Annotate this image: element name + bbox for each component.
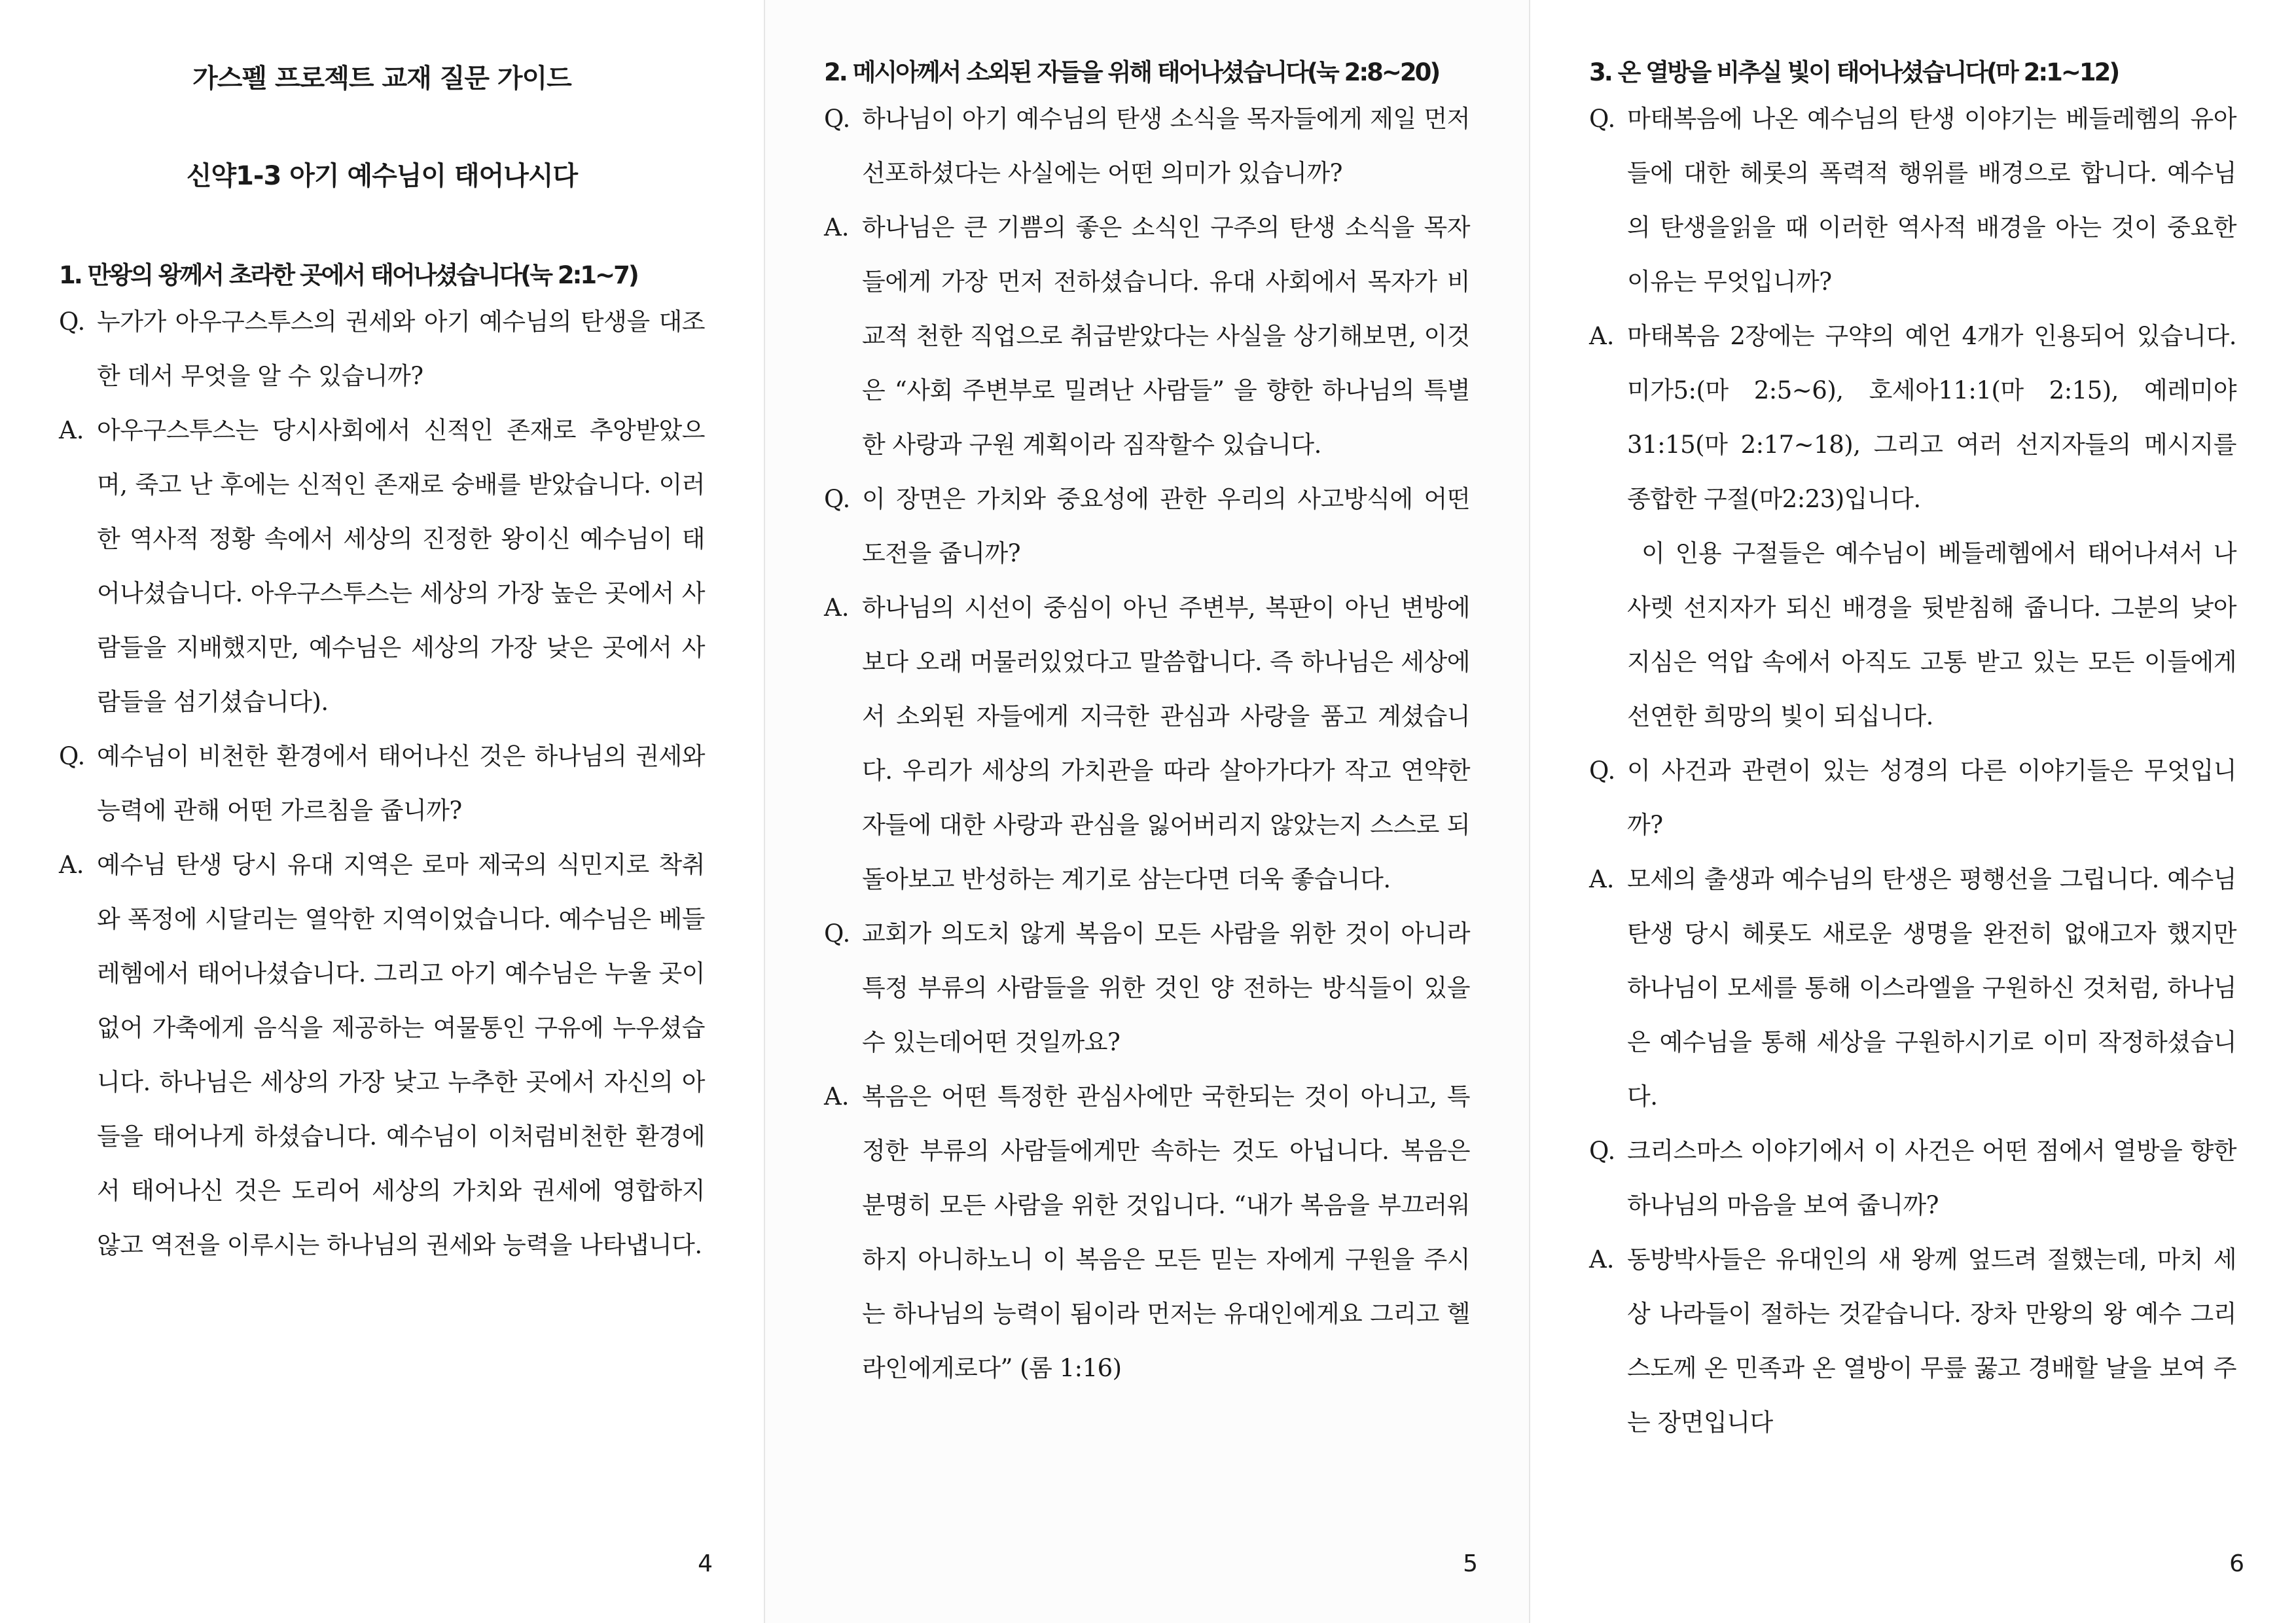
answer-block	[1589, 1232, 2236, 1450]
page-number: 4	[698, 1550, 713, 1577]
answer-text: 하나님은 큰 기쁨의 좋은 소식인 구주의 탄생 소식을 목자들에게 가장 먼저 전하셨습니다. 유대 사회에서 목자가 비교적 천한 직업으로 취급받았다는 사실을 상기해보면, 이것은 “사회 주변부로 밀려난 사람들” 을 향한 하나님의 특별한 사랑과 구원 계획이라 짐작할수 있습니다.	[862, 213, 1470, 459]
question-block	[1589, 92, 2236, 309]
question-text: 예수님이 비천한 환경에서 태어나신 것은 하나님의 권세와 능력에 관해 어떤 가르침을 줍니까?	[97, 742, 705, 825]
qa-label: A.	[59, 851, 84, 879]
question-text: 이 장면은 가치와 중요성에 관한 우리의 사고방식에 어떤 도전을 줍니까?	[862, 485, 1470, 567]
answer-text: 이 인용 구절들은 예수님이 베들레헴에서 태어나셔서 나사렛 선지자가 되신 배경을 뒷받침해 줍니다. 그분의 낮아지심은 억압 속에서 아직도 고통 받고 있는 모든 이들에게 선연한 희망의 빛이 되십니다.	[1627, 539, 2236, 730]
qa-label: A.	[824, 594, 850, 622]
question-text: 크리스마스 이야기에서 이 사건은 어떤 점에서 열방을 향한 하나님의 마음을 보여 줍니까?	[1627, 1137, 2236, 1219]
section-heading: 1. 만왕의 왕께서 초라한 곳에서 태어나셨습니다(눅 2:1~7)	[59, 261, 637, 289]
answer-text: 아우구스투스는 당시사회에서 신적인 존재로 추앙받았으며, 죽고 난 후에는 신적인 존재로 숭배를 받았습니다. 이러한 역사적 정황 속에서 세상의 진정한 왕이신 예수님이 태어나셨습니다. 아우구스투스는 세상의 가장 높은 곳에서 사람들을 지배했지만, 예수님은 세상의 가장 낮은 곳에서 사람들을 섬기셨습니다).	[97, 416, 705, 716]
question-block	[59, 729, 705, 838]
answer-text: 동방박사들은 유대인의 새 왕께 엎드려 절했는데, 마치 세상 나라들이 절하는 것같습니다. 장차 만왕의 왕 예수 그리스도께 온 민족과 온 열방이 무릎 꿇고 경배할 날을 보여 주는 장면입니다	[1627, 1245, 2236, 1436]
qa-label: Q.	[59, 308, 86, 336]
answer-block	[59, 403, 705, 729]
page-number: 5	[1463, 1550, 1478, 1577]
page-5	[765, 0, 1530, 1623]
qa-label: A.	[824, 213, 850, 241]
page-6	[1530, 0, 2295, 1623]
question-block	[59, 294, 705, 403]
page-number: 6	[2229, 1550, 2244, 1577]
section-heading: 3. 온 열방을 비추실 빛이 태어나셨습니다(마 2:1~12)	[1589, 58, 2119, 86]
question-text: 교회가 의도치 않게 복음이 모든 사람을 위한 것이 아니라 특정 부류의 사람들을 위한 것인 양 전하는 방식들이 있을 수 있는데어떤 것일까요?	[862, 919, 1470, 1056]
question-text: 하나님이 아기 예수님의 탄생 소식을 목자들에게 제일 먼저 선포하셨다는 사실에는 어떤 의미가 있습니까?	[862, 105, 1470, 187]
answer-block	[59, 838, 705, 1272]
qa-label: A.	[59, 416, 84, 444]
answer-block	[1589, 309, 2236, 743]
lesson-title: 신약1-3 아기 예수님이 태어나시다	[186, 161, 578, 191]
question-block	[824, 472, 1470, 580]
qa-label: Q.	[824, 919, 851, 948]
question-text: 마태복음에 나온 예수님의 탄생 이야기는 베들레헴의 유아들에 대한 헤롯의 폭력적 행위를 배경으로 합니다. 예수님의 탄생을읽을 때 이러한 역사적 배경을 아는 것이 중요한 이유는 무엇입니까?	[1627, 105, 2236, 296]
qa-label: Q.	[1589, 757, 1616, 785]
question-text: 누가가 아우구스투스의 권세와 아기 예수님의 탄생을 대조한 데서 무엇을 알 수 있습니까?	[97, 308, 705, 390]
qa-label: Q.	[824, 105, 851, 133]
answer-text: 예수님 탄생 당시 유대 지역은 로마 제국의 식민지로 착취와 폭정에 시달리는 열악한 지역이었습니다. 예수님은 베들레헴에서 태어나셨습니다. 그리고 아기 예수님은 누울 곳이 없어 가축에게 음식을 제공하는 여물통인 구유에 누우셨습니다. 하나님은 세상의 가장 낮고 누추한 곳에서 자신의 아들을 태어나게 하셨습니다. 예수님이 이처럼비천한 환경에서 태어나신 것은 도리어 세상의 가치와 권세에 영합하지 않고 역전을 이루시는 하나님의 권세와 능력을 나타냅니다.	[97, 851, 705, 1259]
question-block	[824, 906, 1470, 1069]
qa-label: Q.	[1589, 105, 1616, 133]
qa-label: Q.	[824, 485, 851, 513]
question-block	[1589, 1124, 2236, 1232]
question-block	[1589, 743, 2236, 852]
qa-label: Q.	[1589, 1137, 1616, 1165]
answer-text: 복음은 어떤 특정한 관심사에만 국한되는 것이 아니고, 특정한 부류의 사람들에게만 속하는 것도 아닙니다. 복음은 분명히 모든 사람을 위한 것입니다. “내가 복음을 부끄러워하지 아니하노니 이 복음은 모든 믿는 자에게 구원을 주시는 하나님의 능력이 됨이라 먼저는 유대인에게요 그리고 헬라인에게로다” (롬 1:16)	[862, 1082, 1470, 1382]
answer-text: 모세의 출생과 예수님의 탄생은 평행선을 그립니다. 예수님 탄생 당시 헤롯도 새로운 생명을 완전히 없애고자 했지만 하나님이 모세를 통해 이스라엘을 구원하신 것처럼, 하나님은 예수님을 통해 세상을 구원하시기로 이미 작정하셨습니다.	[1627, 865, 2236, 1111]
page-4	[0, 0, 765, 1623]
answer-block	[1589, 852, 2236, 1124]
document-title: 가스펠 프로젝트 교재 질문 가이드	[192, 63, 571, 94]
answer-text: 하나님의 시선이 중심이 아닌 주변부, 복판이 아닌 변방에 보다 오래 머물러있었다고 말씀합니다. 즉 하나님은 세상에서 소외된 자들에게 지극한 관심과 사랑을 품고 계셨습니다. 우리가 세상의 가치관을 따라 살아가다가 작고 연약한 자들에 대한 사랑과 관심을 잃어버리지 않았는지 스스로 되돌아보고 반성하는 계기로 삼는다면 더욱 좋습니다.	[862, 594, 1470, 893]
qa-label: A.	[824, 1082, 850, 1111]
answer-text: 마태복음 2장에는 구약의 예언 4개가 인용되어 있습니다. 미가5:(마 2:5~6), 호세아11:1(마 2:15), 예레미야31:15(마 2:17~18), 그리고 여러 선지자들의 메시지를 종합한 구절(마2:23)입니다.	[1627, 322, 2236, 513]
answer-block	[824, 1069, 1470, 1395]
qa-label: Q.	[59, 742, 86, 770]
question-text: 이 사건과 관련이 있는 성경의 다른 이야기들은 무엇입니까?	[1627, 757, 2236, 839]
answer-block	[824, 580, 1470, 906]
answer-block	[824, 200, 1470, 472]
qa-label: A.	[1589, 322, 1615, 350]
qa-label: A.	[1589, 1245, 1615, 1274]
qa-label: A.	[1589, 865, 1615, 893]
section-heading: 2. 메시아께서 소외된 자들을 위해 태어나셨습니다(눅 2:8~20)	[824, 58, 1439, 86]
question-block	[824, 92, 1470, 200]
